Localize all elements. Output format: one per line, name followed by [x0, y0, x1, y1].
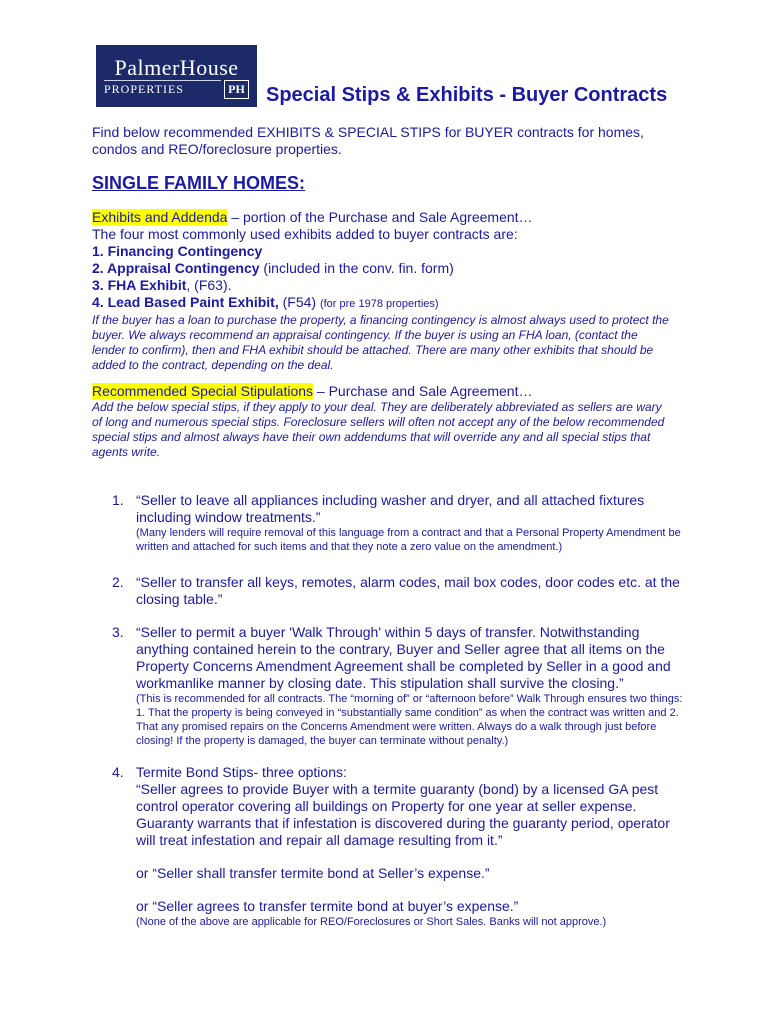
exhibit-item — [92, 294, 692, 313]
stips-label: Recommended Special Stipulations — [92, 383, 314, 399]
exhibit-item-detail: , (F63). — [186, 277, 232, 293]
logo-name — [96, 55, 257, 81]
list-item — [112, 624, 692, 748]
stips-section — [92, 383, 692, 460]
list-item-text: “Seller to permit a buyer 'Walk Through' within 5 days of transfer. Notwithstanding anything contained herein to the contrary, Buyer and Seller agree that all items on the Property Concerns Amendment Agreement shall be completed by Seller in a good and workmanlike manner by closing date. This stipulation shall survive the closing.” — [136, 624, 671, 691]
list-item-number: 2. — [112, 574, 124, 590]
exhibit-item — [92, 277, 692, 294]
list-item-text: Termite Bond Stips- three options: — [136, 764, 347, 780]
exhibits-section — [92, 209, 692, 373]
list-item-text-detail: “Seller agrees to provide Buyer with a termite guaranty (bond) by a licensed GA pest control operator covering all buildings on Property for one year at seller expense. Guaranty warrants that if infestation is discovered during the guaranty period, operator will treat infestation and repair all damage resulting from it.” — [136, 781, 670, 848]
stips-list — [112, 492, 692, 929]
list-item-number: 3. — [112, 624, 124, 640]
list-item-number: 1. — [112, 492, 124, 508]
exhibit-item-detail: (F54) — [278, 294, 320, 310]
intro-text: Find below recommended EXHIBITS & SPECIAL STIPS for BUYER contracts for homes, condos and REO/foreclosure properties. — [92, 124, 644, 157]
exhibit-item-title: 3. FHA Exhibit — [92, 277, 187, 293]
exhibits-label: Exhibits and Addenda — [92, 209, 228, 225]
logo-line1: PalmerHouse — [114, 55, 239, 80]
company-logo — [96, 45, 257, 107]
exhibits-heading — [92, 209, 692, 226]
exhibit-item-note: (for pre 1978 properties) — [319, 298, 439, 310]
list-item — [112, 492, 692, 554]
logo-divider — [104, 80, 221, 81]
exhibits-label-rest: – portion of the Purchase and Sale Agreement… — [227, 209, 533, 225]
stips-label-rest: – Purchase and Sale Agreement… — [313, 383, 533, 399]
page-title: Special Stips & Exhibits - Buyer Contracts — [266, 84, 668, 106]
stips-heading — [92, 383, 692, 400]
list-item — [112, 764, 692, 929]
list-item-option: or “Seller agrees to transfer termite bond at buyer’s expense.” — [136, 898, 519, 914]
exhibit-item-title: 2. Appraisal Contingency — [92, 260, 260, 276]
exhibit-item-title: 1. Financing Contingency — [92, 243, 263, 259]
exhibit-item-detail: (included in the conv. fin. form) — [259, 260, 454, 276]
list-item-note: (This is recommended for all contracts. The “morning of” or “afternoon before” Walk Through ensures two things: 1. That the property is being conveyed in “substantially same condition” as when the contract was written and 2. That any promised repairs on the Concerns Amendment were written. Always do a walk through just before closing! If the property is damaged, the buyer can terminate without penalty.) — [136, 693, 683, 747]
exhibits-lead: The four most commonly used exhibits added to buyer contracts are: — [92, 226, 518, 242]
section-heading: SINGLE FAMILY HOMES: — [92, 173, 306, 193]
list-item-number: 4. — [112, 764, 124, 780]
logo-monogram: PH — [224, 80, 249, 99]
logo-sub: PROPERTIES — [104, 82, 184, 96]
stips-note: Add the below special stips, if they apply to your deal. They are deliberately abbreviated as sellers are wary of long and numerous special stips. Foreclosure sellers will often not accept any of the below recommended special stips and almost always have their own addendums that will override any and all special stips that agents write. — [92, 400, 665, 459]
exhibit-item — [92, 243, 692, 260]
list-item-text: “Seller to leave all appliances including washer and dryer, and all attached fixtures including window treatments.” — [136, 492, 645, 525]
list-item-option: or “Seller shall transfer termite bond at Seller’s expense.” — [136, 865, 490, 881]
exhibit-item-title: 4. Lead Based Paint Exhibit, — [92, 294, 279, 310]
list-item-text: “Seller to transfer all keys, remotes, alarm codes, mail box codes, door codes etc. at the closing table.” — [136, 574, 680, 607]
list-item-note: (None of the above are applicable for REO/Foreclosures or Short Sales. Banks will not approve.) — [136, 916, 607, 928]
list-item — [112, 574, 692, 608]
list-item-note: (Many lenders will require removal of this language from a contract and that a Personal Property Amendment be written and attached for such items and that they note a zero value on the amendment.) — [136, 527, 681, 553]
exhibit-item — [92, 260, 692, 277]
exhibits-note: If the buyer has a loan to purchase the property, a financing contingency is almost always used to protect the buyer. We always recommend an appraisal contingency. If the buyer is using an FHA loan, (contact the lender to confirm), then and FHA exhibit should be attached. There are many other exhibits that should be added to the contract, depending on the deal. — [92, 313, 669, 372]
